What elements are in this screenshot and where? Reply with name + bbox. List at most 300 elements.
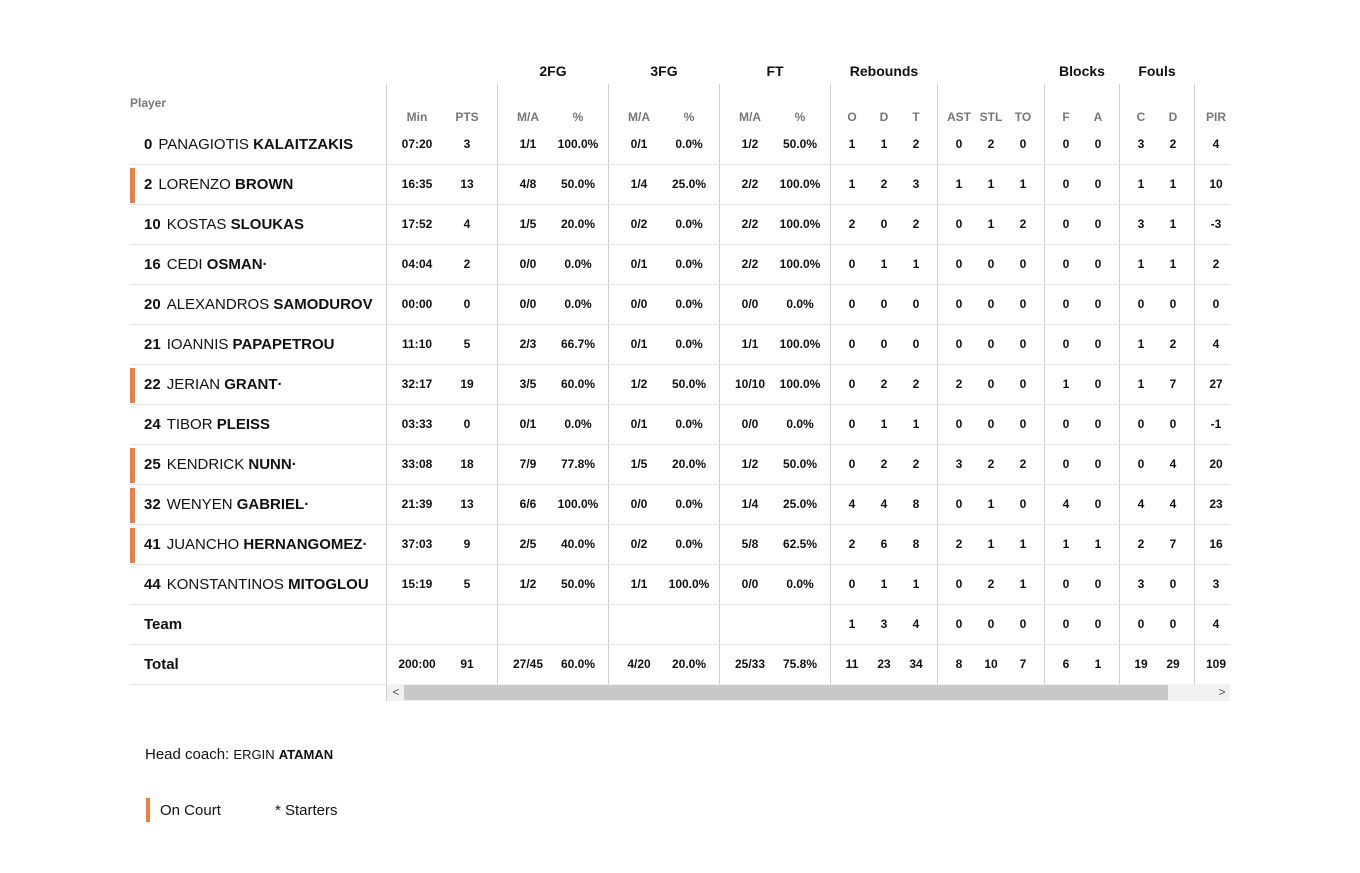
stat-cell: 0/1 bbox=[630, 417, 648, 431]
stat-cell: 100.0% bbox=[557, 137, 599, 151]
stat-cell: 100.0% bbox=[668, 577, 710, 591]
on-court-legend-label: On Court bbox=[160, 802, 221, 819]
player-last-name: MITOGLOU bbox=[288, 576, 369, 593]
stat-cell: 0/0 bbox=[741, 297, 759, 311]
stat-cell: 1 bbox=[912, 417, 920, 431]
stat-cell: 0 bbox=[955, 497, 963, 511]
stat-cell: 2 bbox=[987, 577, 995, 591]
player-number: 2 bbox=[144, 176, 153, 193]
stat-cell: 1 bbox=[880, 137, 888, 151]
stat-cell: 2 bbox=[912, 217, 920, 231]
stat-cell: 25.0% bbox=[782, 497, 818, 511]
stat-cell: 3 bbox=[1137, 217, 1145, 231]
stat-cell: 0/1 bbox=[630, 337, 648, 351]
stat-cell: 0 bbox=[1094, 297, 1102, 311]
head-coach-last-name: ATAMAN bbox=[278, 747, 334, 762]
stat-cell: 75.8% bbox=[782, 657, 818, 671]
stat-cell: 1 bbox=[848, 137, 856, 151]
stat-cell: 0.0% bbox=[675, 337, 703, 351]
stat-cell: 0 bbox=[955, 137, 963, 151]
stat-cell: 2 bbox=[955, 377, 963, 391]
stat-cell: 3 bbox=[463, 137, 471, 151]
stat-cell: 6 bbox=[880, 537, 888, 551]
stat-cell: 1 bbox=[987, 497, 995, 511]
stat-cell: 1/5 bbox=[519, 217, 537, 231]
on-court-indicator bbox=[130, 528, 135, 563]
stat-cell: 0 bbox=[1062, 337, 1070, 351]
stat-cell: 20.0% bbox=[671, 657, 707, 671]
stat-cell: 1 bbox=[1094, 657, 1102, 671]
stat-cell: 1/2 bbox=[741, 457, 759, 471]
stat-cell: 4 bbox=[1212, 337, 1220, 351]
stat-cell: 50.0% bbox=[671, 377, 707, 391]
player-last-name: NUNN· bbox=[248, 456, 297, 473]
stat-cell: 1/4 bbox=[741, 497, 759, 511]
stat-cell: 0.0% bbox=[675, 537, 703, 551]
stat-cell: 0 bbox=[1137, 457, 1145, 471]
stat-cell: -3 bbox=[1210, 217, 1222, 231]
stat-cell: 0 bbox=[987, 297, 995, 311]
player-row[interactable] bbox=[130, 324, 1230, 365]
horizontal-scrollbar-thumb[interactable] bbox=[404, 685, 1168, 700]
player-number: 10 bbox=[144, 216, 161, 233]
player-last-name: PAPAPETROU bbox=[232, 336, 335, 353]
stat-cell: 60.0% bbox=[560, 657, 596, 671]
stat-cell: 0.0% bbox=[786, 297, 814, 311]
player-last-name: PLEISS bbox=[216, 416, 271, 433]
stat-cell: 0 bbox=[912, 337, 920, 351]
stat-cell: 0 bbox=[987, 417, 995, 431]
stat-cell: 16:35 bbox=[401, 177, 433, 191]
stat-cell: 0 bbox=[1094, 177, 1102, 191]
stat-cell: 62.5% bbox=[782, 537, 818, 551]
column-header: M/A bbox=[517, 110, 539, 124]
stat-cell: 0 bbox=[987, 257, 995, 271]
stat-cell: 0/0 bbox=[630, 297, 648, 311]
column-header: M/A bbox=[628, 110, 650, 124]
stat-cell: 0 bbox=[1137, 297, 1145, 311]
on-court-indicator bbox=[130, 448, 135, 483]
stat-cell: 0 bbox=[1062, 617, 1070, 631]
player-name[interactable] bbox=[144, 296, 373, 313]
stat-cell: 0 bbox=[880, 297, 888, 311]
stat-cell: 0/2 bbox=[630, 217, 648, 231]
stat-cell: 1 bbox=[912, 257, 920, 271]
stat-cell: 17:52 bbox=[401, 217, 433, 231]
stat-cell: 3 bbox=[1137, 137, 1145, 151]
player-row[interactable] bbox=[130, 404, 1230, 445]
stat-cell: 0/1 bbox=[630, 137, 648, 151]
stat-cell: 20.0% bbox=[560, 217, 596, 231]
stat-cell: 1 bbox=[848, 177, 856, 191]
stat-cell: 0 bbox=[1019, 417, 1027, 431]
stat-cell: 0 bbox=[1019, 337, 1027, 351]
column-header: % bbox=[572, 110, 584, 124]
stat-cell: 0 bbox=[1062, 297, 1070, 311]
stat-cell: 0 bbox=[1062, 577, 1070, 591]
stat-cell: 0.0% bbox=[675, 217, 703, 231]
stat-cell: 2/5 bbox=[519, 537, 537, 551]
column-header: A bbox=[1093, 110, 1103, 124]
stat-cell: 0 bbox=[955, 297, 963, 311]
player-number: 32 bbox=[144, 496, 161, 513]
total-label: Total bbox=[144, 656, 179, 673]
stat-cell: 0 bbox=[987, 617, 995, 631]
player-last-name: BROWN bbox=[235, 176, 294, 193]
stat-cell: 0 bbox=[1137, 417, 1145, 431]
stat-cell: 0 bbox=[463, 297, 471, 311]
stat-cell: 7 bbox=[1169, 537, 1177, 551]
stat-cell: 2/2 bbox=[741, 257, 759, 271]
stat-cell: 1 bbox=[987, 537, 995, 551]
stat-cell: 2 bbox=[912, 457, 920, 471]
stat-cell: 0.0% bbox=[564, 417, 592, 431]
stat-cell: 50.0% bbox=[782, 137, 818, 151]
stat-cell: 2 bbox=[848, 217, 856, 231]
stat-cell: 10 bbox=[984, 657, 998, 671]
player-first-name: ALEXANDROS bbox=[166, 296, 270, 313]
player-number: 0 bbox=[144, 136, 153, 153]
stat-cell: 4 bbox=[880, 497, 888, 511]
stat-cell: 0.0% bbox=[564, 297, 592, 311]
player-last-name: KALAITZAKIS bbox=[253, 136, 354, 153]
player-first-name: JUANCHO bbox=[166, 536, 240, 553]
stat-cell: 0 bbox=[848, 257, 856, 271]
stat-cell: 0 bbox=[880, 217, 888, 231]
stat-cell: 2 bbox=[1212, 257, 1220, 271]
stat-cell: 100.0% bbox=[557, 497, 599, 511]
stat-cell: 2 bbox=[880, 377, 888, 391]
stat-cell: 7/9 bbox=[519, 457, 537, 471]
stat-cell: 7 bbox=[1019, 657, 1027, 671]
stat-cell: 9 bbox=[463, 537, 471, 551]
stat-cell: 0 bbox=[1169, 577, 1177, 591]
stat-cell: 1 bbox=[848, 617, 856, 631]
stat-cell: 0 bbox=[1062, 177, 1070, 191]
stat-cell: 109 bbox=[1205, 657, 1227, 671]
stat-cell: 4/20 bbox=[627, 657, 651, 671]
stat-cell: 3 bbox=[1212, 577, 1220, 591]
stat-cell: 77.8% bbox=[560, 457, 596, 471]
stat-cell: 0 bbox=[1019, 617, 1027, 631]
stat-cell: 0 bbox=[1094, 457, 1102, 471]
stat-cell: 1/2 bbox=[741, 137, 759, 151]
stat-cell: 0 bbox=[1062, 257, 1070, 271]
stat-cell: 37:03 bbox=[401, 537, 433, 551]
stat-cell: 2 bbox=[955, 537, 963, 551]
stat-cell: 5 bbox=[463, 577, 471, 591]
player-number: 20 bbox=[144, 296, 161, 313]
stat-cell: 0 bbox=[1019, 297, 1027, 311]
stat-cell: 23 bbox=[877, 657, 891, 671]
column-header: M/A bbox=[739, 110, 761, 124]
player-number: 22 bbox=[144, 376, 161, 393]
stat-cell: 0 bbox=[463, 417, 471, 431]
stat-cell: 0 bbox=[1094, 137, 1102, 151]
stat-cell: 4 bbox=[463, 217, 471, 231]
stat-cell: 0 bbox=[955, 617, 963, 631]
stat-cell: 0 bbox=[880, 337, 888, 351]
stat-cell: 25/33 bbox=[734, 657, 766, 671]
stat-cell: 2 bbox=[463, 257, 471, 271]
stat-cell: 0 bbox=[848, 377, 856, 391]
player-row[interactable] bbox=[130, 244, 1230, 285]
stat-cell: 34 bbox=[909, 657, 923, 671]
stat-cell: 1/1 bbox=[630, 577, 648, 591]
stat-cell: 1/4 bbox=[630, 177, 648, 191]
column-group-header: FT bbox=[766, 63, 784, 79]
scroll-right-arrow-icon[interactable]: > bbox=[1218, 685, 1226, 699]
column-header: C bbox=[1136, 110, 1146, 124]
stat-cell: 200:00 bbox=[398, 657, 436, 671]
player-name[interactable] bbox=[144, 256, 268, 273]
stat-cell: 7 bbox=[1169, 377, 1177, 391]
head-coach-prefix: Head coach: bbox=[145, 746, 230, 763]
stat-cell: 18 bbox=[460, 457, 474, 471]
player-row[interactable] bbox=[130, 124, 1230, 165]
stat-cell: 13 bbox=[460, 497, 474, 511]
stat-cell: 0 bbox=[1137, 617, 1145, 631]
stat-cell: 1 bbox=[1137, 257, 1145, 271]
player-name[interactable] bbox=[144, 416, 270, 433]
stat-cell: 0/0 bbox=[741, 417, 759, 431]
stat-cell: 19 bbox=[1134, 657, 1148, 671]
player-last-name: GRANT· bbox=[224, 376, 283, 393]
stat-cell: 4 bbox=[1212, 137, 1220, 151]
stat-cell: 60.0% bbox=[560, 377, 596, 391]
stat-cell: 1 bbox=[987, 217, 995, 231]
player-number: 44 bbox=[144, 576, 161, 593]
stat-cell: 4 bbox=[1137, 497, 1145, 511]
column-header: % bbox=[794, 110, 806, 124]
column-header: % bbox=[683, 110, 695, 124]
on-court-indicator bbox=[130, 168, 135, 203]
stat-cell: 2 bbox=[848, 537, 856, 551]
player-row[interactable] bbox=[130, 364, 1230, 405]
stat-cell: 2 bbox=[1019, 457, 1027, 471]
player-name[interactable] bbox=[144, 536, 368, 553]
stat-cell: 0/2 bbox=[630, 537, 648, 551]
column-group-header: Rebounds bbox=[849, 63, 919, 79]
player-last-name: GABRIEL· bbox=[236, 496, 310, 513]
stat-cell: 1 bbox=[987, 177, 995, 191]
player-last-name: OSMAN· bbox=[206, 256, 268, 273]
stat-cell: 0.0% bbox=[675, 137, 703, 151]
stat-cell: 27 bbox=[1209, 377, 1223, 391]
stat-cell: 0.0% bbox=[675, 417, 703, 431]
head-coach bbox=[145, 746, 333, 763]
stat-cell: 27/45 bbox=[512, 657, 544, 671]
stat-cell: 2 bbox=[880, 457, 888, 471]
stat-cell: 4 bbox=[1169, 457, 1177, 471]
stat-cell: 0 bbox=[955, 217, 963, 231]
player-first-name: LORENZO bbox=[158, 176, 231, 193]
column-header: D bbox=[879, 110, 889, 124]
stat-cell: 1 bbox=[1137, 377, 1145, 391]
stat-cell: 10 bbox=[1209, 177, 1223, 191]
scroll-left-arrow-icon[interactable]: < bbox=[392, 685, 400, 699]
stat-cell: 10/10 bbox=[734, 377, 766, 391]
player-row[interactable] bbox=[130, 284, 1230, 325]
stat-cell: 6 bbox=[1062, 657, 1070, 671]
stat-cell: 20 bbox=[1209, 457, 1223, 471]
stat-cell: 0/0 bbox=[741, 577, 759, 591]
stat-cell: 3 bbox=[912, 177, 920, 191]
player-row[interactable] bbox=[130, 524, 1230, 565]
stat-cell: 1 bbox=[1137, 337, 1145, 351]
stat-cell: 0 bbox=[848, 297, 856, 311]
stat-cell: 0 bbox=[1094, 337, 1102, 351]
player-number: 21 bbox=[144, 336, 161, 353]
stat-cell: 1 bbox=[880, 417, 888, 431]
stat-cell: 100.0% bbox=[779, 337, 821, 351]
player-row[interactable] bbox=[130, 444, 1230, 485]
stat-cell: 1 bbox=[1169, 217, 1177, 231]
on-court-legend-marker bbox=[146, 798, 150, 822]
stat-cell: 0 bbox=[1094, 417, 1102, 431]
player-row[interactable] bbox=[130, 204, 1230, 245]
stat-cell: 0 bbox=[955, 337, 963, 351]
stat-cell: 2 bbox=[912, 137, 920, 151]
stat-cell: 1/1 bbox=[741, 337, 759, 351]
stat-cell: 0 bbox=[1094, 377, 1102, 391]
stat-cell: 0 bbox=[1062, 217, 1070, 231]
stat-cell: 0 bbox=[1094, 257, 1102, 271]
stat-cell: 2 bbox=[1137, 537, 1145, 551]
stat-cell: 0 bbox=[955, 417, 963, 431]
player-name[interactable] bbox=[144, 176, 293, 193]
column-group-header: Blocks bbox=[1059, 63, 1105, 79]
stat-cell: 33:08 bbox=[401, 457, 433, 471]
player-column-header: Player bbox=[130, 96, 167, 110]
stat-cell: 0 bbox=[1169, 417, 1177, 431]
stat-cell: 1/2 bbox=[630, 377, 648, 391]
on-court-indicator bbox=[130, 368, 135, 403]
stat-cell: 1/5 bbox=[630, 457, 648, 471]
stat-cell: 0.0% bbox=[786, 417, 814, 431]
stat-cell: 1 bbox=[880, 257, 888, 271]
stat-cell: 5 bbox=[463, 337, 471, 351]
player-name[interactable] bbox=[144, 456, 297, 473]
stat-cell: 50.0% bbox=[560, 177, 596, 191]
player-first-name: IOANNIS bbox=[166, 336, 229, 353]
stat-cell: 100.0% bbox=[779, 257, 821, 271]
stat-cell: 0 bbox=[1019, 377, 1027, 391]
player-name[interactable] bbox=[144, 336, 335, 353]
column-header: D bbox=[1168, 110, 1178, 124]
stat-cell: 4 bbox=[1169, 497, 1177, 511]
stat-cell: 2/3 bbox=[519, 337, 537, 351]
stat-cell: 3 bbox=[1137, 577, 1145, 591]
stat-cell: 00:00 bbox=[401, 297, 433, 311]
player-first-name: TIBOR bbox=[166, 416, 213, 433]
stat-cell: 100.0% bbox=[779, 177, 821, 191]
stat-cell: 23 bbox=[1209, 497, 1223, 511]
player-row[interactable] bbox=[130, 164, 1230, 205]
stat-cell: 1 bbox=[1137, 177, 1145, 191]
player-row[interactable] bbox=[130, 484, 1230, 525]
head-coach-first-name: ERGIN bbox=[233, 747, 275, 762]
player-name[interactable] bbox=[144, 576, 369, 593]
stat-cell: 0/0 bbox=[519, 297, 537, 311]
stat-cell: 0 bbox=[1062, 137, 1070, 151]
stat-cell: 15:19 bbox=[401, 577, 433, 591]
stat-cell: 0/0 bbox=[630, 497, 648, 511]
stat-cell: 0 bbox=[848, 417, 856, 431]
column-header: T bbox=[912, 110, 920, 124]
stat-cell: 0 bbox=[955, 257, 963, 271]
column-header: STL bbox=[979, 110, 1003, 124]
stat-cell: 25.0% bbox=[671, 177, 707, 191]
stat-cell: 0 bbox=[848, 577, 856, 591]
column-header: TO bbox=[1014, 110, 1032, 124]
stat-cell: 20.0% bbox=[671, 457, 707, 471]
stat-cell: 11:10 bbox=[401, 337, 433, 351]
player-first-name: JERIAN bbox=[166, 376, 221, 393]
player-number: 41 bbox=[144, 536, 161, 553]
player-number: 24 bbox=[144, 416, 161, 433]
stat-cell: 0 bbox=[1094, 577, 1102, 591]
player-name[interactable] bbox=[144, 136, 353, 153]
stat-cell: 07:20 bbox=[401, 137, 433, 151]
stat-cell: 3 bbox=[955, 457, 963, 471]
player-first-name: KOSTAS bbox=[166, 216, 227, 233]
stat-cell: 2 bbox=[1019, 217, 1027, 231]
stat-cell: 1 bbox=[1169, 257, 1177, 271]
stat-cell: 2/2 bbox=[741, 217, 759, 231]
stat-cell: 1 bbox=[1062, 377, 1070, 391]
column-header: PIR bbox=[1205, 110, 1226, 124]
stat-cell: 4/8 bbox=[519, 177, 537, 191]
stat-cell: 1 bbox=[880, 577, 888, 591]
stat-cell: 0 bbox=[1062, 417, 1070, 431]
player-last-name: HERNANGOMEZ· bbox=[243, 536, 368, 553]
stat-cell: 0.0% bbox=[675, 297, 703, 311]
stat-cell: 2 bbox=[1169, 137, 1177, 151]
stat-cell: 0.0% bbox=[675, 497, 703, 511]
stat-cell: 3/5 bbox=[519, 377, 537, 391]
stat-cell: 21:39 bbox=[401, 497, 433, 511]
stat-cell: 2 bbox=[880, 177, 888, 191]
stat-cell: 19 bbox=[460, 377, 474, 391]
total-row bbox=[130, 644, 1230, 685]
stat-cell: 2 bbox=[987, 457, 995, 471]
stat-cell: -1 bbox=[1210, 417, 1222, 431]
stat-cell: 0 bbox=[912, 297, 920, 311]
stat-cell: 100.0% bbox=[779, 217, 821, 231]
stat-cell: 11 bbox=[845, 657, 859, 671]
player-name[interactable] bbox=[144, 216, 304, 233]
column-header: PTS bbox=[455, 110, 479, 124]
stat-cell: 2/2 bbox=[741, 177, 759, 191]
stat-cell: 8 bbox=[912, 537, 920, 551]
player-name[interactable] bbox=[144, 376, 283, 393]
player-first-name: KENDRICK bbox=[166, 456, 245, 473]
player-first-name: CEDI bbox=[166, 256, 203, 273]
player-number: 16 bbox=[144, 256, 161, 273]
stat-cell: 1 bbox=[912, 577, 920, 591]
player-row[interactable] bbox=[130, 564, 1230, 605]
stat-cell: 0 bbox=[848, 337, 856, 351]
stat-cell: 32:17 bbox=[401, 377, 433, 391]
stat-cell: 91 bbox=[460, 657, 474, 671]
stat-cell: 5/8 bbox=[741, 537, 759, 551]
column-group-header: 3FG bbox=[650, 63, 678, 79]
column-group-header: 2FG bbox=[539, 63, 567, 79]
stat-cell: 2 bbox=[987, 137, 995, 151]
stat-cell: 16 bbox=[1209, 537, 1223, 551]
player-name[interactable] bbox=[144, 496, 309, 513]
